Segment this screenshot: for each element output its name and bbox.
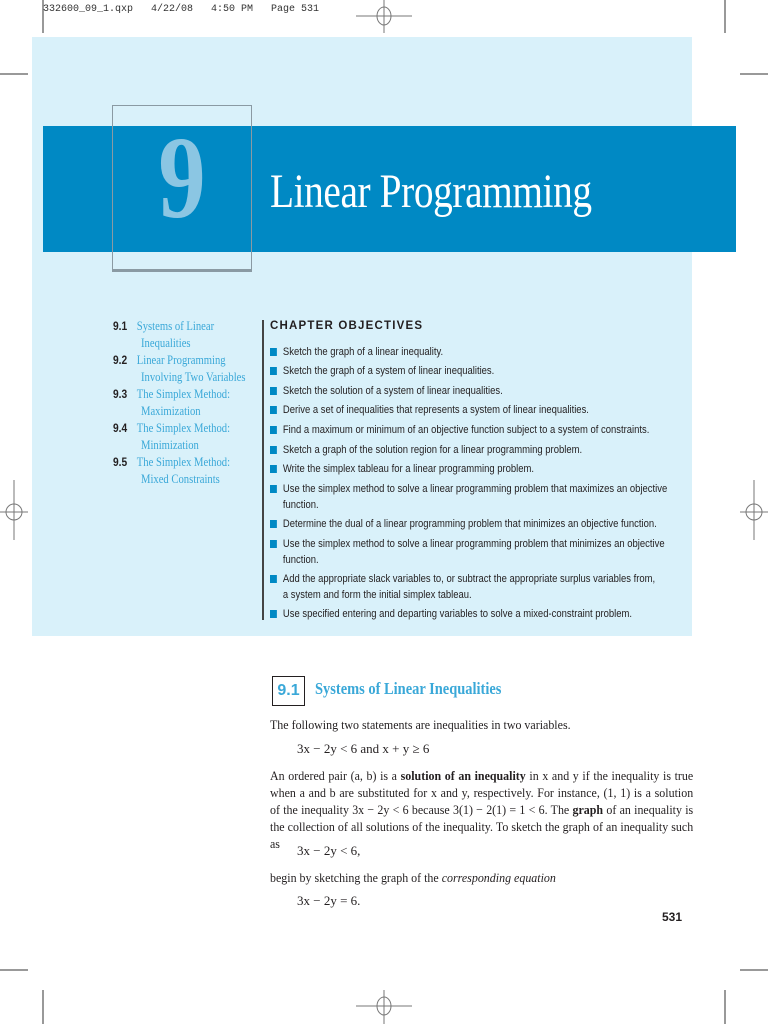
objective-item-cont: function. xyxy=(282,499,319,511)
section-item-9-1[interactable]: 9.1 Systems of Linear xyxy=(113,319,215,333)
bullet-square-icon xyxy=(270,520,277,528)
bullet-square-icon xyxy=(270,465,277,473)
section-item-line: Involving Two Variables xyxy=(141,370,246,384)
paragraph: An ordered pair (a, b) is a solution of an inequality in x and y if the inequality is true when a and b are substituted for x and y, respectively. For instance, (1, 1) is a solution of the inequality 3x − 2y < 6 because 3(1) − 2(1) = 1 < 6. The graph of an inequality is the collection of all solutions of the inequality. To sketch the graph of an inequality such as xyxy=(270,768,694,851)
objective-item: Determine the dual of a linear programming problem that minimizes an objective function. xyxy=(270,516,657,532)
objective-item-cont: function. xyxy=(282,554,319,566)
objective-item: Sketch the solution of a system of linear inequalities. xyxy=(270,383,503,399)
objective-item: Write the simplex tableau for a linear programming problem. xyxy=(270,461,534,477)
paragraph: The following two statements are inequalities in two variables. xyxy=(270,717,571,732)
page-number: 531 xyxy=(662,910,683,924)
bullet-square-icon xyxy=(270,610,277,618)
section-number-box: 9.1 xyxy=(272,676,305,706)
equation: 3x − 2y < 6, xyxy=(297,843,361,858)
section-item-9-2[interactable]: 9.2 Linear Programming xyxy=(113,353,226,367)
section-item-line: Inequalities xyxy=(141,336,191,350)
bullet-square-icon xyxy=(270,367,277,375)
chapter-number: 9 xyxy=(158,112,206,243)
section-item-9-5[interactable]: 9.5 The Simplex Method: xyxy=(113,455,231,469)
paragraph: begin by sketching the graph of the corresponding equation xyxy=(270,870,556,885)
section-item-9-3[interactable]: 9.3 The Simplex Method: xyxy=(113,387,231,401)
section-item-line: Maximization xyxy=(141,404,201,418)
file-slug: 332600_09_1.qxp 4/22/08 4:50 PM Page 531 xyxy=(43,4,320,15)
divider xyxy=(262,320,264,620)
section-item-line: Minimization xyxy=(141,438,199,452)
equation: 3x − 2y = 6. xyxy=(297,893,361,908)
bullet-square-icon xyxy=(270,485,277,493)
section-title: Systems of Linear Inequalities xyxy=(315,679,502,698)
objective-item: Sketch the graph of a system of linear inequalities. xyxy=(270,363,494,379)
section-item-9-4[interactable]: 9.4 The Simplex Method: xyxy=(113,421,231,435)
bullet-square-icon xyxy=(270,540,277,548)
objectives-heading: CHAPTER OBJECTIVES xyxy=(270,320,424,332)
section-item-line: Mixed Constraints xyxy=(141,472,220,486)
bullet-square-icon xyxy=(270,348,277,356)
bullet-square-icon xyxy=(270,575,277,583)
bullet-square-icon xyxy=(270,387,277,395)
equation: 3x − 2y < 6 and x + y ≥ 6 xyxy=(297,741,430,756)
chapter-title: Linear Programming xyxy=(270,165,592,218)
bullet-square-icon xyxy=(270,446,277,454)
objective-item: Derive a set of inequalities that represents a system of linear inequalities. xyxy=(270,402,589,418)
objective-item: Use the simplex method to solve a linear programming problem that maximizes an objective xyxy=(270,481,667,497)
bullet-square-icon xyxy=(270,406,277,414)
objective-item: Sketch a graph of the solution region for a linear programming problem. xyxy=(270,442,582,458)
bullet-square-icon xyxy=(270,426,277,434)
chapter-number-frame xyxy=(112,105,252,272)
objective-item: Sketch the graph of a linear inequality. xyxy=(270,344,443,360)
objective-item: Use the simplex method to solve a linear programming problem that minimizes an objective xyxy=(270,536,665,552)
objective-item: Use specified entering and departing variables to solve a mixed-constraint problem. xyxy=(270,606,632,622)
objective-item-cont: a system and form the initial simplex tableau. xyxy=(282,589,472,601)
objective-item: Add the appropriate slack variables to, or subtract the appropriate surplus variables from, xyxy=(270,571,655,587)
objective-item: Find a maximum or minimum of an objective function subject to a system of constraints. xyxy=(270,422,649,438)
